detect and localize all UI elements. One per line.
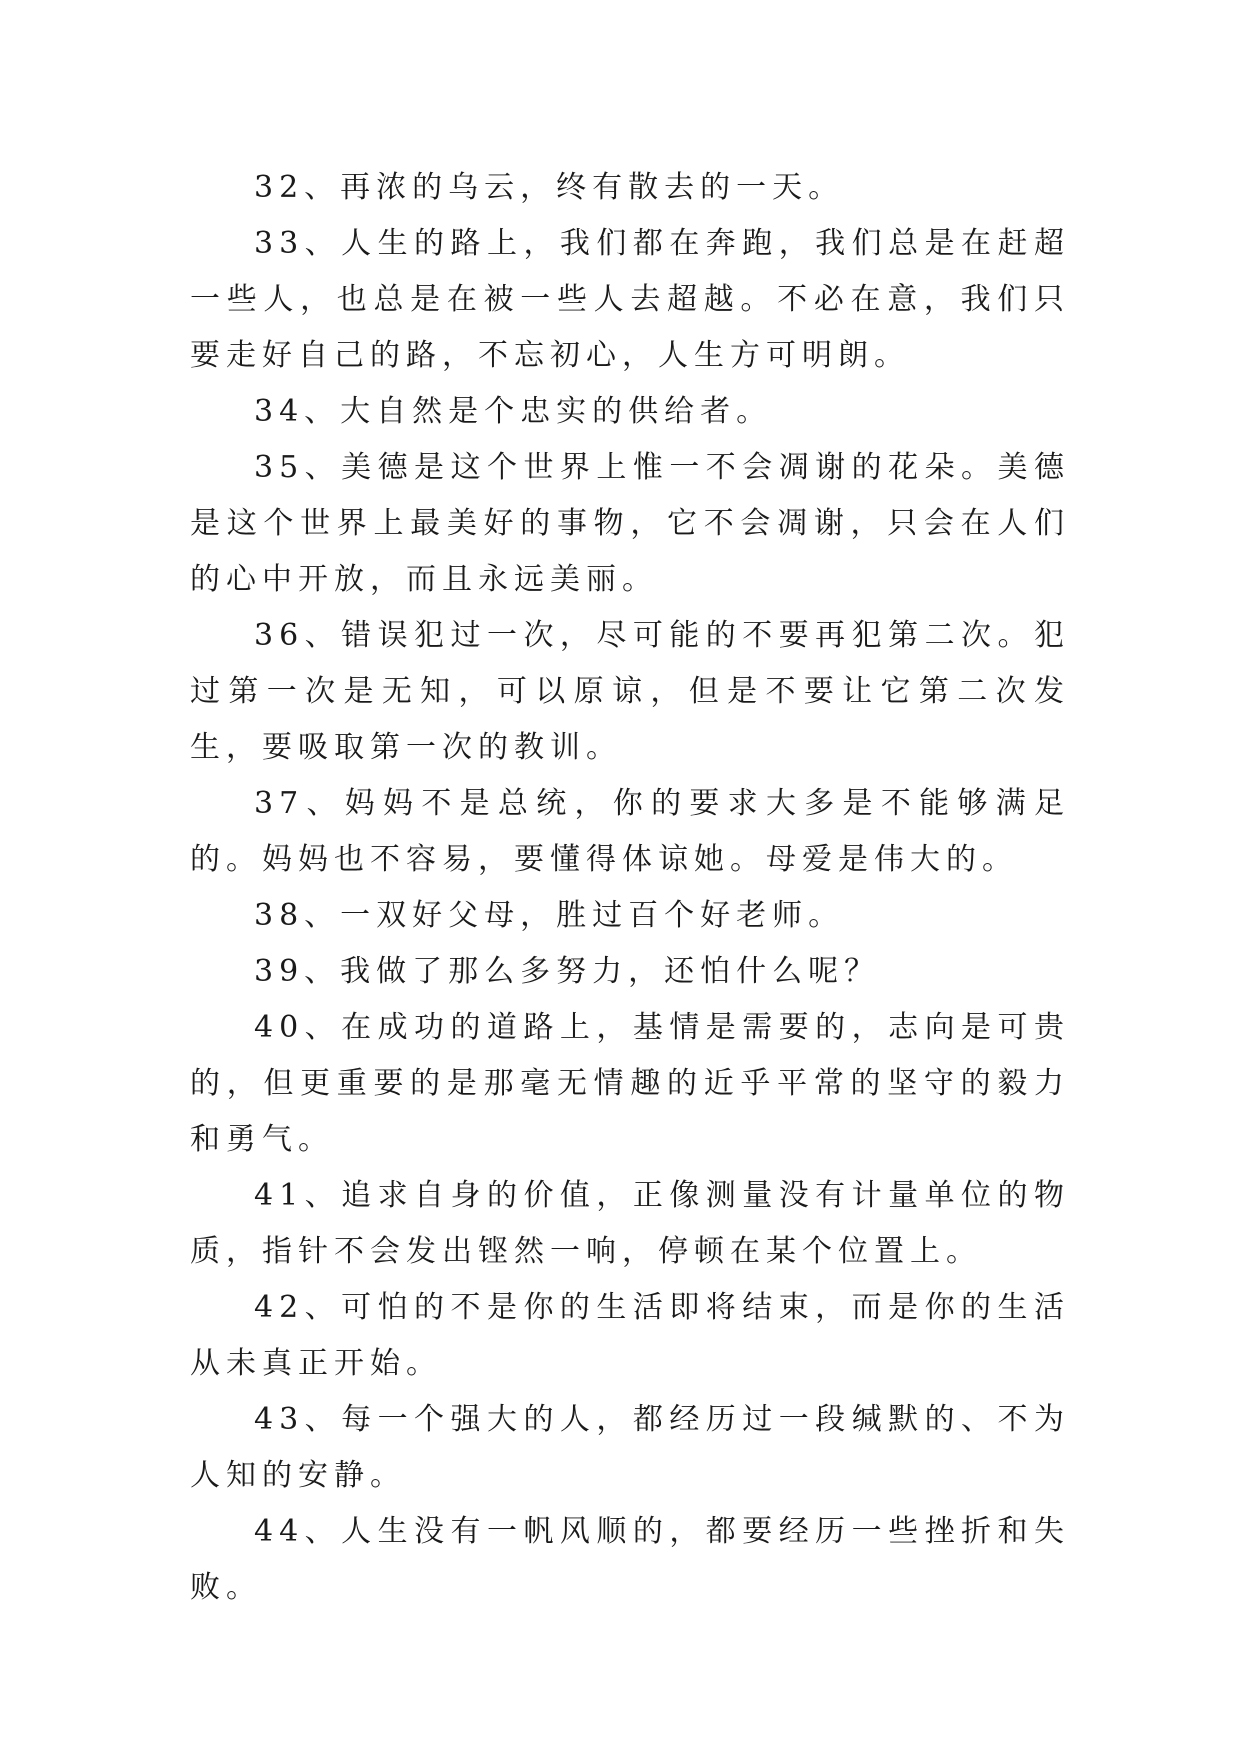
- document-body: [190, 160, 1070, 1616]
- paragraph-39: 39、我做了那么多努力，还怕什么呢？: [254, 954, 881, 989]
- paragraph-40: 40、在成功的道路上，基情是需要的，志向是可贵的，但更重要的是那毫无情趣的近乎平常的坚守的毅力和勇气。: [190, 1010, 1070, 1157]
- paragraph-33: 33、人生的路上，我们都在奔跑，我们总是在赶超一些人，也总是在被一些人去超越。不必在意，我们只要走好自己的路，不忘初心，人生方可明朗。: [190, 226, 1070, 373]
- paragraph-34: 34、大自然是个忠实的供给者。: [254, 394, 773, 429]
- paragraph-42: 42、可怕的不是你的生活即将结束，而是你的生活从未真正开始。: [190, 1290, 1070, 1381]
- paragraph-44: 44、人生没有一帆风顺的，都要经历一些挫折和失败。: [190, 1514, 1070, 1605]
- paragraph-32: 32、再浓的乌云，终有散去的一天。: [254, 170, 845, 205]
- paragraph-35: 35、美德是这个世界上惟一不会凋谢的花朵。美德是这个世界上最美好的事物，它不会凋谢，只会在人们的心中开放，而且永远美丽。: [190, 450, 1070, 597]
- paragraph-36: 36、错误犯过一次，尽可能的不要再犯第二次。犯过第一次是无知，可以原谅，但是不要让它第二次发生，要吸取第一次的教训。: [190, 618, 1070, 765]
- paragraph-41: 41、追求自身的价值，正像测量没有计量单位的物质，指针不会发出铿然一响，停顿在某个位置上。: [190, 1178, 1070, 1269]
- paragraph-37: 37、妈妈不是总统，你的要求大多是不能够满足的。妈妈也不容易，要懂得体谅她。母爱是伟大的。: [190, 786, 1070, 877]
- paragraph-38: 38、一双好父母，胜过百个好老师。: [254, 898, 845, 933]
- paragraph-43: 43、每一个强大的人，都经历过一段缄默的、不为人知的安静。: [190, 1402, 1070, 1493]
